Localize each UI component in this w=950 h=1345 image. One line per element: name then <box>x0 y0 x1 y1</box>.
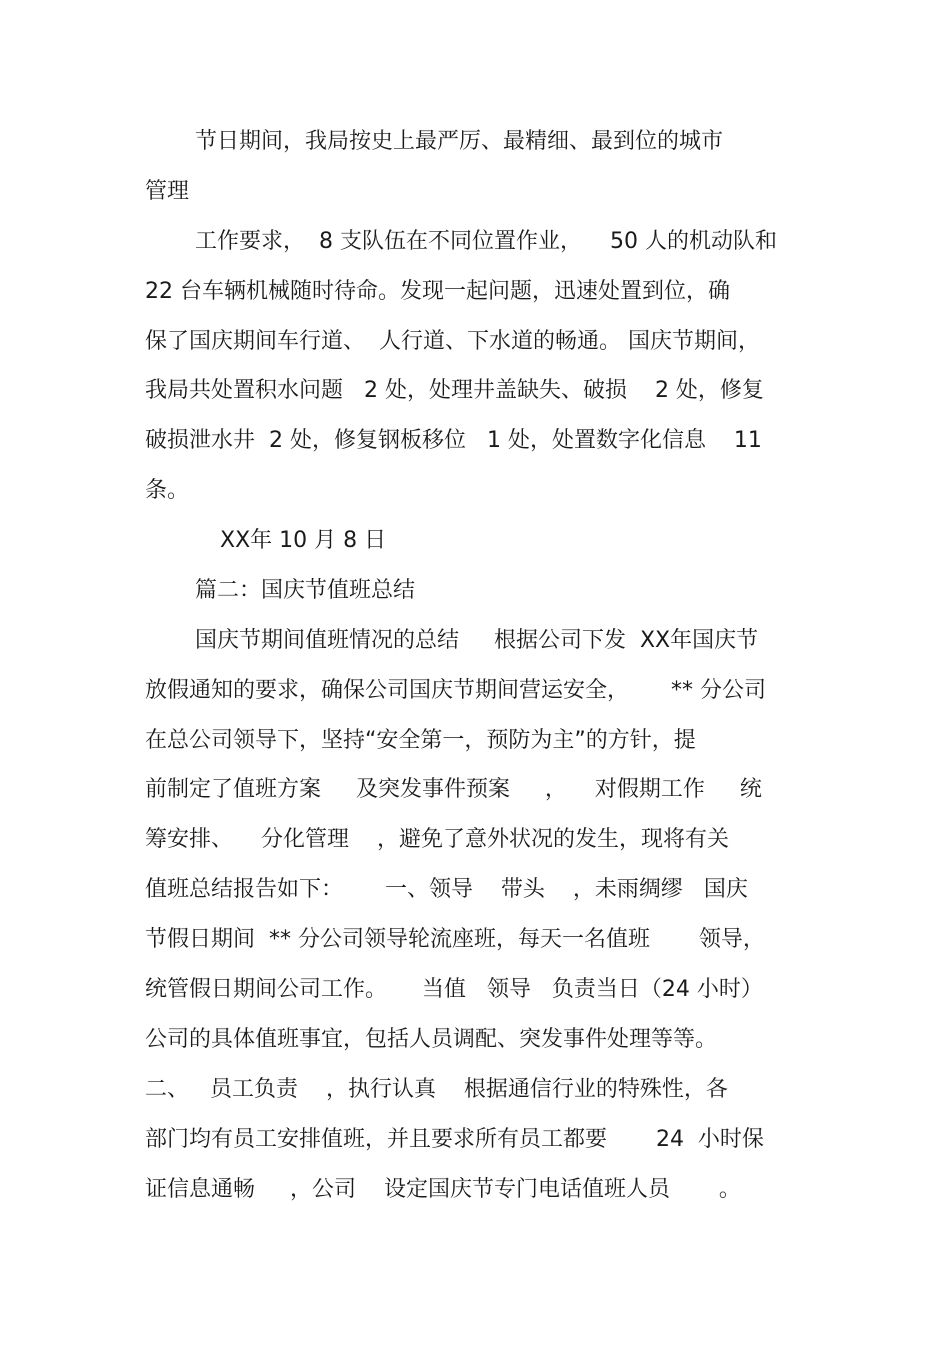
paragraph-line: 节假日期间 ** 分公司领导轮流座班，每天一名值班 领导， <box>145 927 765 952</box>
paragraph-line: 放假通知的要求，确保公司国庆节期间营运安全， ** 分公司 <box>145 678 766 703</box>
paragraph-line: 22 台车辆机械随时待命。发现一起问题，迅速处置到位，确 <box>145 279 730 304</box>
paragraph-line: 条。 <box>145 478 190 503</box>
paragraph-line: 工作要求， 8 支队伍在不同位置作业， 50 人的机动队和 <box>195 229 777 254</box>
section-heading: 篇二：国庆节值班总结 <box>195 578 416 603</box>
paragraph-line: 筹安排、 分化管理 ，避免了意外状况的发生，现将有关 <box>145 827 729 852</box>
paragraph-line: 值班总结报告如下： 一、领导 带头 ，未雨绸缪 国庆 <box>145 877 748 902</box>
paragraph-line: 我局共处置积水问题 2 处，处理井盖缺失、破损 2 处，修复 <box>145 378 764 403</box>
paragraph-line: 破损泄水井 2 处，修复钢板移位 1 处，处置数字化信息 11 <box>145 428 762 453</box>
paragraph-line: 管理 <box>145 179 190 204</box>
paragraph-line: 公司的具体值班事宜，包括人员调配、突发事件处理等等。 <box>145 1027 718 1052</box>
paragraph-line: 二、 员工负责 ，执行认真 根据通信行业的特殊性，各 <box>145 1077 728 1102</box>
paragraph-line: 在总公司领导下，坚持“安全第一，预防为主”的方针，提 <box>145 728 696 753</box>
paragraph-line: 国庆节期间值班情况的总结 根据公司下发 XX年国庆节 <box>195 628 759 653</box>
paragraph-line: 前制定了值班方案 及突发事件预案 ， 对假期工作 统 <box>145 777 762 802</box>
paragraph-line: 节日期间，我局按史上最严厉、最精细、最到位的城市 <box>195 129 724 154</box>
date-line: XX年 10 月 8 日 <box>220 528 387 553</box>
paragraph-line: 证信息通畅 ，公司 设定国庆节专门电话值班人员 。 <box>145 1177 741 1202</box>
paragraph-line: 统管假日期间公司工作。 当值 领导 负责当日（24 小时） <box>145 977 763 1002</box>
paragraph-line: 部门均有员工安排值班，并且要求所有员工都要 24 小时保 <box>145 1127 764 1152</box>
paragraph-line: 保了国庆期间车行道、 人行道、下水道的畅通。 国庆节期间， <box>145 329 760 354</box>
